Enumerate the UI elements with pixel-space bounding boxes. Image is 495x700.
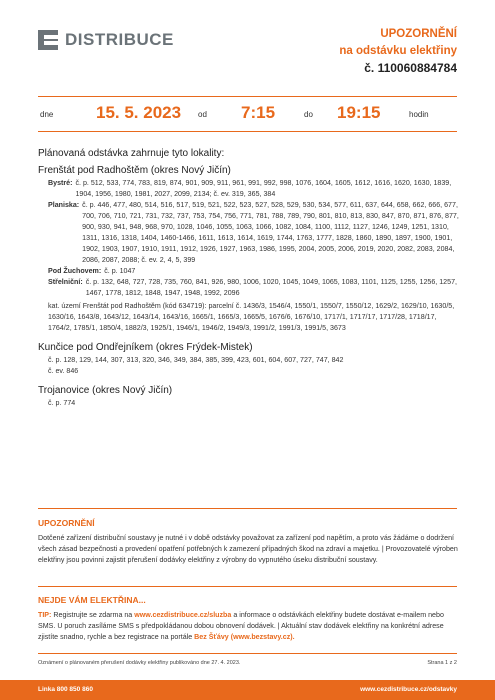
house-numbers: č. p. 1047 bbox=[104, 267, 136, 275]
divider-footer bbox=[38, 653, 457, 654]
tip-text-2: a informace o odstávkách elektřiny budete dostávat e-mailem nebo SMS. U poruch zasíláme SMS s předpokládanou dobou obnovení dodávek. | Aktuální stav dodávek elektřiny na konkrétní adrese zjistíte snadno, rychle a bez registrace na portále bbox=[38, 611, 444, 641]
street-name: Bystré: bbox=[48, 179, 73, 187]
house-numbers-ev: č. ev. 846 bbox=[48, 367, 79, 375]
warning-text: Dotčené zařízení distribuční soustavy je nutné i v době odstávky považovat za zařízení pod napětím, a proto vás žádáme o dodržení všech zásad bezpečnosti a provedení opatření potřebných k zamezení případných škod na zdraví a majetku. | Provozovatelé výroben elektřiny jsou povinni zajistit přerušení dodávky elektřiny z výrobny do vypnutého úseku distribuční soustavy. bbox=[38, 534, 458, 564]
page-number: Strana 1 z 2 bbox=[427, 660, 457, 666]
locality-name: Frenštát pod Radhoštěm bbox=[38, 165, 149, 176]
to-label: do bbox=[304, 110, 313, 119]
locality-name: Trojanovice bbox=[38, 385, 90, 396]
publication-text: Oznámení o plánovaném přerušení dodávky elektřiny publikováno dne 27. 4. 2023. bbox=[38, 660, 241, 666]
localities-heading: Plánovaná odstávka zahrnuje tyto lokality: bbox=[38, 148, 225, 159]
divider-tip bbox=[38, 586, 457, 587]
divider-warning bbox=[38, 508, 457, 509]
schedule-row bbox=[38, 103, 457, 123]
locality-title bbox=[38, 342, 460, 353]
tip-title: NEJDE VÁM ELEKTŘINA... bbox=[38, 595, 146, 605]
locality-district: (okres Frýdek-Mistek) bbox=[155, 342, 253, 353]
start-time: 7:15 bbox=[241, 103, 276, 122]
from-label: od bbox=[198, 110, 207, 119]
divider-date bbox=[38, 131, 457, 132]
street-name: Pod Žuchovem: bbox=[48, 267, 102, 275]
localities bbox=[38, 148, 460, 409]
cadastral-parcels: kat. území Frenštát pod Radhoštěm (kód 634719): parcelní č. 1436/3, 1546/4, 1550/1, 1550/7, 1550/12, 1629/2, 1629/10, 1630/5, 1630/16, 1643/8, 1643/12, 1643/14, 1643/16, 1665/1, 1665/3, 1665/5, 1676/6, 1676/10, 1717/1, 1717/17, 1717/28, 1718/17, 1764/2, 1785/1, 1850/4, 1882/3, 1925/1, 1946/1, 1946/2, 1949/3, 1991/2, 1991/3, 1991/5, 3673 bbox=[48, 302, 455, 332]
locality-title bbox=[38, 385, 460, 396]
street-name: Planiska: bbox=[48, 201, 80, 209]
publication-note bbox=[38, 660, 457, 666]
end-time: 19:15 bbox=[337, 103, 381, 122]
street-entry bbox=[48, 178, 460, 200]
locality-title bbox=[38, 165, 460, 176]
locality-name: Kunčice pod Ondřejníkem bbox=[38, 342, 154, 353]
cez-logo-icon bbox=[38, 30, 58, 50]
house-numbers: č. p. 446, 477, 480, 514, 516, 517, 519, 521, 522, 523, 527, 528, 529, 530, 534, 577, 611, 637, 644, 658, 662, 666, 677, 700, 706, 710, 721, 731, 732, 737, 753, 754, 756, 771, 781, 788, 789, 790, 801, 810, 813, 830, 847, 870, 871, 876, 877, 900, 930, 941, 948, 968, 970, 1028, 1046, 1055, 1063, 1066, 1082, 1084, 1100, 1112, 1127, 1246, 1249, 1251, 1310, 1311, 1316, 1318, 1404, 1460-1466, 1611, 1613, 1614, 1619, 1744, 1763, 1777, 1828, 1860, 1890, 1897, 1900, 1901, 1902, 1903, 1907, 1910, 1911, 1912, 1926, 1927, 1963, 1986, 1995, 2004, 2005, 2006, 2019, 2020, 2082, 2083, 2084, 2086, 2087, 2088; č. ev. 2, 4, 5, 399 bbox=[82, 201, 459, 264]
tip-text bbox=[38, 610, 460, 643]
street-name: Střelniční: bbox=[48, 278, 83, 286]
notice-subtitle: na odstávku elektřiny bbox=[339, 45, 457, 57]
divider-top bbox=[38, 96, 457, 97]
house-numbers: č. p. 512, 533, 774, 783, 819, 874, 901, 909, 911, 961, 991, 992, 998, 1076, 1604, 1605, 1612, 1616, 1620, 1630, 1839, 1904, 1956, 1980, 1981, 2027, 2099, 2134; č. ev. 319, 365, 384 bbox=[75, 179, 452, 198]
hour-label: hodin bbox=[409, 110, 429, 119]
brand-logo bbox=[38, 30, 174, 50]
street-entry bbox=[48, 200, 460, 266]
house-numbers: č. p. 132, 648, 727, 728, 735, 760, 841, 926, 980, 1006, 1020, 1045, 1049, 1065, 1083, 1101, 1125, 1255, 1256, 1257, 1467, 1778, 1812, 1848, 1947, 1948, 1992, 2096 bbox=[85, 278, 457, 297]
locality-district: (okres Nový Jičín) bbox=[92, 385, 173, 396]
tip-section bbox=[38, 595, 460, 643]
hotline[interactable]: Linka 800 850 860 bbox=[38, 686, 93, 693]
tip-text-1: Registrujte se zdarma na bbox=[53, 611, 133, 619]
registration-link[interactable]: www.cezdistribuce.cz/sluzba bbox=[134, 611, 232, 619]
warning-title: UPOZORNĚNÍ bbox=[38, 518, 95, 528]
warning-section bbox=[38, 518, 460, 566]
bez-stavy-link[interactable]: Bez Šťávy bbox=[194, 633, 229, 641]
house-numbers: č. p. 774 bbox=[48, 399, 76, 407]
bez-stavy-url-link[interactable]: (www.bezstavy.cz). bbox=[230, 633, 295, 641]
tip-key: TIP: bbox=[38, 611, 52, 619]
footer-bar bbox=[0, 680, 495, 700]
notice-title: UPOZORNĚNÍ bbox=[380, 28, 457, 40]
notice-number: č. 110060884784 bbox=[364, 61, 457, 75]
brand-name: DISTRIBUCE bbox=[65, 30, 174, 49]
website-link[interactable]: www.cezdistribuce.cz/odstavky bbox=[360, 686, 457, 693]
outage-date: 15. 5. 2023 bbox=[96, 103, 182, 122]
date-label: dne bbox=[40, 110, 54, 119]
street-entry bbox=[48, 266, 460, 277]
house-numbers: č. p. 128, 129, 144, 307, 313, 320, 346, 349, 384, 385, 399, 423, 601, 604, 607, 727, 747, 842 bbox=[48, 356, 344, 364]
notice-header bbox=[339, 26, 457, 77]
locality-district: (okres Nový Jičín) bbox=[150, 165, 231, 176]
street-entry bbox=[48, 277, 460, 299]
